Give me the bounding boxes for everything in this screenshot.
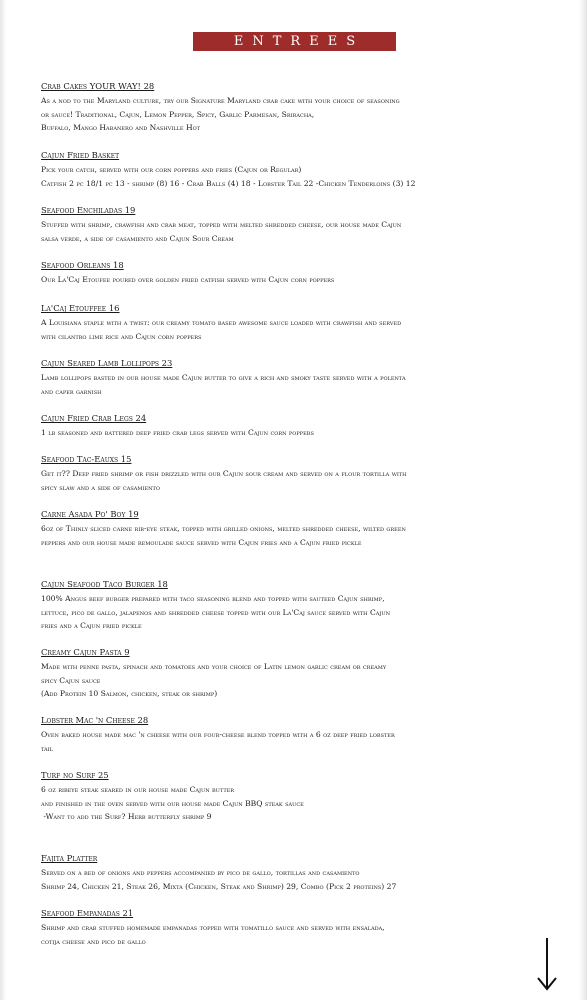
menu-item: [41, 80, 556, 135]
item-description: and finished in the oven served with our house made Cajun BBQ steak sauce: [41, 798, 304, 808]
menu-item: [41, 769, 556, 824]
item-description: Lamb lollipops basted in our house made Cajun butter to give a rich and smoky taste served with a polenta: [41, 373, 406, 382]
item-description: 1 lb seasoned and battered deep fried crab legs served with Cajun corn poppers: [41, 428, 314, 437]
item-title: Cajun Fried Basket: [41, 150, 120, 160]
item-title: Creamy Cajun Pasta 9: [41, 647, 130, 657]
item-description: A Louisiana staple with a twist: our creamy tomato based awesome sauce loaded with crawfish and served: [41, 318, 402, 327]
item-description: 6oz of Thinly sliced carne rib-eye steak, topped with grilled onions, melted shredded cheese, wilted green: [41, 524, 406, 533]
item-title: Lobster Mac 'n Cheese 28: [41, 715, 149, 725]
item-description: Stuffed with shrimp, crawfish and crab meat, topped with melted shredded cheese, our house made Cajun: [41, 220, 402, 229]
item-title: Seafood Tac-Eauxs 15: [41, 454, 132, 464]
item-description: Oven baked house made mac 'n cheese with our four-cheese blend topped with a 6 oz deep fried lobster: [41, 730, 395, 739]
menu-item: [41, 852, 556, 893]
menu-item: [41, 714, 556, 755]
item-title: Crab Cakes YOUR WAY! 28: [41, 81, 155, 91]
item-description: salsa verde, a side of casamiento and Cajun Sour Cream: [41, 233, 234, 243]
page-edge-right: [579, 0, 587, 1000]
item-description: Made with penne pasta, spinach and tomatoes and your choice of Latin lemon garlic cream or creamy: [41, 662, 387, 671]
menu-item: [41, 357, 556, 398]
item-description: cotija cheese and pico de gallo: [41, 936, 146, 946]
item-description: Pick your catch, served with our corn poppers and fries (Cajun or Regular): [41, 165, 302, 174]
item-description: peppers and our house made remoulade sauce served with Cajun fries and a Cajun fried pickle: [41, 537, 362, 547]
item-description: 100% Angus beef burger prepared with taco seasoning blend and topped with sauteed Cajun shrimp,: [41, 594, 385, 603]
item-title: La'Caj Etouffee 16: [41, 303, 120, 313]
menu-item: [41, 508, 556, 549]
item-description: spicy slaw and a side of casamiento: [41, 482, 160, 492]
item-description: or sauce! Traditional, Cajun, Lemon Pepper, Spicy, Garlic Parmesan, Sriracha,: [41, 109, 315, 119]
item-description: Shrimp 24, Chicken 21, Steak 26, Mixta (Chicken, Steak and Shrimp) 29, Combo (Pick 2 proteins) 27: [41, 881, 397, 891]
item-description: Catfish 2 pc 18/1 pc 13 - shrimp (8) 16 - Crab Balls (4) 18 - Lobster Tail 22 -Chicken Tenderloins (3) 12: [41, 178, 416, 188]
item-description: Buffalo, Mango Habanero and Nashville Hot: [41, 123, 201, 132]
menu-item: [41, 907, 556, 948]
item-title: Fajita Platter: [41, 853, 98, 863]
item-title: Seafood Empanadas 21: [41, 908, 134, 918]
item-description: As a nod to the Maryland culture, try our Signature Maryland crab cake with your choice of seasoning: [41, 96, 400, 105]
page-edge-left: [0, 0, 6, 1000]
item-description: Served on a bed of onions and peppers accompanied by pico de gallo, tortillas and casamiento: [41, 868, 360, 877]
item-description: 6 oz ribeye steak seared in our house made Cajun butter: [41, 785, 235, 794]
menu-item: [41, 578, 556, 633]
menu-item: [41, 302, 556, 343]
item-title: Carne Asada Po' Boy 19: [41, 509, 139, 519]
item-title: Seafood Enchiladas 19: [41, 205, 136, 215]
item-title: Cajun Seared Lamb Lollipops 23: [41, 358, 173, 368]
menu-item: [41, 149, 556, 190]
menu-item: [41, 204, 556, 245]
menu-item: [41, 412, 556, 440]
menu-item: [41, 646, 556, 701]
item-description: -Want to add the Surf? Herb butterfly shrimp 9: [41, 812, 212, 821]
item-description: fries and a Cajun fried pickle: [41, 621, 142, 630]
item-title: Seafood Orleans 18: [41, 260, 124, 270]
item-description: tail: [41, 743, 53, 753]
item-description: (Add Protein 10 Salmon, chicken, steak or shrimp): [41, 689, 218, 698]
item-description: spicy Cajun sauce: [41, 675, 101, 685]
item-description: lettuce, pico de gallo, jalapenos and shredded cheese topped with our La'Caj sauce served with Cajun: [41, 607, 390, 617]
item-description: and caper garnish: [41, 386, 102, 396]
menu-item: [41, 453, 556, 494]
entrees-banner: ENTREES: [193, 32, 396, 51]
item-description: Get it?? Deep fried shrimp or fish drizzled with our Cajun sour cream and served on a flour tortilla with: [41, 469, 407, 478]
item-description: Our La'Caj Etoufee poured over golden fried catfish served with Cajun corn poppers: [41, 275, 335, 284]
item-title: Cajun Seafood Taco Burger 18: [41, 579, 168, 589]
menu-item: [41, 259, 556, 287]
item-title: Turf no Surf 25: [41, 770, 109, 780]
item-description: with cilantro lime rice and Cajun corn poppers: [41, 331, 202, 341]
arrow-down-icon[interactable]: [536, 936, 558, 992]
item-title: Cajun Fried Crab Legs 24: [41, 413, 147, 423]
item-description: Shrimp and crab stuffed homemade empanadas topped with tomatillo sauce and served with ensalada,: [41, 923, 385, 932]
